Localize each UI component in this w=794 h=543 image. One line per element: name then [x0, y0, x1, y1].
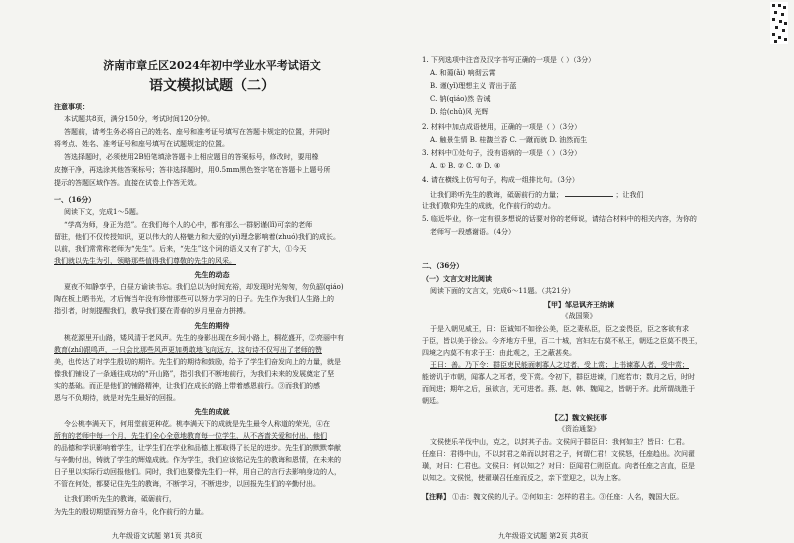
- paragraph-line: 我们就以先生为引，领略那些值得我们尊敬的先生的风采。: [54, 257, 236, 265]
- closing-line: 为先生的殷切期望而努力奋斗，化作前行的力量。: [54, 508, 208, 516]
- passage-line: 以知之。文侯悦，使翟璜召任座而反之，亲下堂迎之，以为上客。: [422, 474, 625, 482]
- option-line: A. ① B. ② C. ③ D. ④: [430, 162, 501, 170]
- passage-line: 璜，对曰：仁君也。文侯曰：何以知之？对曰：臣闻君仁则臣直。向者任座之言直，臣是: [422, 462, 695, 470]
- passage-b-title: 【乙】魏文候抚事: [551, 413, 607, 422]
- notes-line: 提示的答题区域作答。直接在试卷上作答无效。: [54, 179, 201, 187]
- passage-line: 王曰：善。乃下令：群臣吏民能面刺寡人之过者，受上赏；上书谏寡人者，受中赏；: [430, 361, 689, 369]
- notes-line: 本试题共8页，满分150分，考试时间120分钟。: [64, 115, 215, 123]
- question-2: 2. 材料中加点成语使用，正确的一项是（ ）（3分）: [422, 123, 582, 131]
- answer-blank[interactable]: [565, 190, 613, 197]
- option-line: C. 钠(qiáo)然 告诫: [430, 95, 491, 103]
- page-left: [52, 0, 372, 543]
- part2-subheading: （一）文言文对比阅读: [422, 274, 492, 283]
- paragraph-line: 实的基础。而正是他们的铺路精神，让我们在成长的路上带着感恩前行。③而我们的感: [54, 382, 320, 390]
- option-line: B. 谨(yǐ)理想主义 青出于蓝: [430, 82, 517, 90]
- paragraph-line: 美，也传达了对学生殷切的期许。先生们的期待和鼓励，给予了学生们奋发向上的力量，就是: [54, 358, 341, 366]
- part2-heading: 二、（36分）: [422, 261, 464, 270]
- footnotes-text: ①击：魏文侯的儿子。②何如主：怎样的君主。③任座：人名，魏国大臣。: [452, 493, 684, 501]
- passage-line: 于是入朝见威王，曰：臣诚知不如徐公美，臣之妻私臣，臣之妾畏臣，臣之客欲有求: [430, 325, 689, 333]
- footnotes-label: 【注释】: [422, 492, 450, 501]
- page-footer-right: 九年级语文试题 第2页 共8页: [498, 532, 589, 540]
- passage-line: 而间进；期年之后，虽欲言，无可进者。燕、赵、韩、魏闻之，皆朝于齐。此所谓战胜于: [422, 385, 695, 393]
- question-1: 1. 下列选项中注音及汉字书写正确的一项是（ ）（3分）: [422, 56, 596, 64]
- option-line: D. 给(chǔ)风 光辉: [430, 108, 489, 116]
- passage-a-title: 【甲】邹忌讽齐王纳谏: [544, 300, 614, 309]
- question-4-text: 让我们聆听先生的教诲，砥砺前行的力量；: [430, 191, 563, 199]
- paragraph-line: 不管在何处，都要记住先生的教诲，不断学习，不断进步，以回报先生们的辛勤付出。: [54, 480, 320, 488]
- paragraph-line: 陶在板上晒书光，才后悔当年没有珍惜那些可以努力学习的日子。先生作为我们人生路上的: [54, 295, 334, 303]
- question-3: 3. 材料中①处句子，没有语病的一项是（ ）（3分）: [422, 149, 582, 157]
- question-4-line: [430, 190, 643, 199]
- exam-subtitle: 语文模拟试题（二）: [149, 78, 275, 94]
- passage-b-source: 《资治通鉴》: [558, 425, 600, 433]
- passage-line: 四境之内莫不有求于王：由此观之，王之蔽甚矣。: [422, 349, 576, 357]
- passage-a-source: 《战国策》: [561, 312, 597, 320]
- paragraph-line: 以前，我们常常称老师为“先生”。后来，“先生”这个词的语义又有了扩大，①今天: [54, 245, 307, 253]
- closing-line: 让我们聆听先生的教诲，砥砺前行，: [64, 495, 176, 503]
- paragraph-line: “学高为师，身正为范”。在我们每个人的心中，都有那么一群躬谨(lǐ)可亲的老师: [64, 221, 313, 229]
- question-5-cont: 老师写一段感谢语。（4分）: [430, 228, 515, 236]
- paragraph-line: 日子里以实际行动回报他们。同时，我们也要像先生们一样，用自己的言行去影响身边的人，: [54, 468, 341, 476]
- notes-line: 皮擦干净，再选涂其他答案标号；答非选择题时，用0.5mm黑色签字笔在答题卡上题号所: [54, 166, 331, 174]
- paragraph-line: 令公桃李满天下，何用堂前更种花。桃李满天下的成就是先生最令人称道的荣光，④在: [64, 420, 330, 428]
- page-footer-left: 九年级语文试题 第1页 共8页: [112, 532, 203, 540]
- section-title: 先生的期待: [194, 321, 230, 330]
- passage-line: 能谤讥于市朝，闻寡人之耳者，受下赏。令初下，群臣进谏，门庭若市；数月之后，时时: [422, 373, 695, 381]
- notes-heading: 注意事项：: [54, 102, 89, 111]
- paragraph-line: 恩与不负期待，就是对先生最好的回报。: [54, 394, 180, 402]
- paragraph-line: 与辛勤付出，铸就了学生的辉煌成就。作为学生，我们应该铭记先生的教诲和恩情，在未来的: [54, 456, 341, 464]
- page-right: [420, 0, 738, 543]
- question-4-tail: ；让我们: [615, 191, 644, 199]
- option-line: A. 触景生情 B. 桂馥兰香 C. 一蹴而就 D. 油然而生: [430, 136, 588, 144]
- section-title: 先生的动态: [194, 270, 230, 279]
- paragraph-line: 教育(zhí)跟鸣声，一只会比那些风声更加勇敢地飞向远方，这句诗不仅写出了老师的赞: [54, 346, 322, 354]
- notes-line: 将考点、姓名、准考证号和座号填写在试题规定的位置。: [54, 140, 229, 148]
- paragraph-line: 所有的老师中每一个月，先生们全心全意地教育每一位学生，从不吝啬关爱和付出，他们: [54, 432, 327, 440]
- part1-heading: 一、（16分）: [54, 195, 96, 204]
- passage-line: 于臣，皆以美于徐公。今齐地方千里，百二十城，宫妇左右莫不私王，朝廷之臣莫不畏王，: [422, 337, 702, 345]
- notes-line: 答选择题时，必须使用2B铅笔填涂答题卡上相应题目的答案标号，修改时，要用橡: [64, 153, 319, 161]
- paragraph-line: 像我们铺设了一条通往成功的“开山路”，指引我们不断地前行，为我们未来的发展奠定了坚: [54, 370, 335, 378]
- section-title: 先生的成就: [194, 407, 230, 416]
- paragraph-line: 留驻，他们不仅传授知识，更以伟大的人格魅力和大爱的(yì)理念影响着(zhuó)我们的成长。: [54, 233, 341, 241]
- part1-intro: 阅读下文，完成1～5题。: [64, 208, 143, 216]
- footnotes: [422, 493, 683, 501]
- passage-line: 任座曰：君得中山，不以封君之弟而以封君之子，何谓仁君！文侯怒，任座趋出。次问翟: [422, 450, 695, 458]
- passage-line: 朝廷。: [422, 397, 443, 405]
- paragraph-line: 桃花源里开山路，矮风清于老风声。先生的身影出现在乡间小路上，桐花盛开，②亮丽中有: [64, 334, 344, 342]
- paragraph-line: 的品德和学识影响着学生，让学生们在学业和品德上都取得了长足的进步。先生们的默默奉献: [54, 444, 341, 452]
- question-4-line: 让我们敬仰先生的成就，化作前行的动力。: [422, 202, 555, 210]
- option-line: A. 和蔼(ǎi) 响彻云霄: [430, 69, 496, 77]
- qr-code-icon: [770, 2, 788, 44]
- part2-intro: 阅读下面的文言文，完成6～11题。（共21分）: [430, 287, 575, 295]
- question-4: 4. 请在横线上仿写句子，构成一组排比句。（3分）: [422, 176, 579, 184]
- paragraph-line: 夏夜不知静享乎，白昼方谕读书忘。我们总以为时间充裕，却发现时光匆匆，勿负韶(qiáo): [64, 283, 344, 291]
- exam-title: 济南市章丘区2024年初中学业水平考试语文: [103, 59, 321, 72]
- paragraph-line: 指引者，时刻提醒我们，教导我们要在青春的岁月里奋力拼搏。: [54, 307, 250, 315]
- notes-line: 答题前，请考生务必将自己的姓名、座号和准考证号填写在答题卡规定的位置，并同时: [64, 128, 330, 136]
- passage-line: 文侯使乐羊伐中山，克之，以封其子击。文侯问于群臣曰：我何如主？皆曰：仁君。: [430, 438, 689, 446]
- question-5: 5. 临近毕业，你一定有很多想说的话要对你的老师说，请结合材料中的相关内容，为你的: [422, 215, 697, 223]
